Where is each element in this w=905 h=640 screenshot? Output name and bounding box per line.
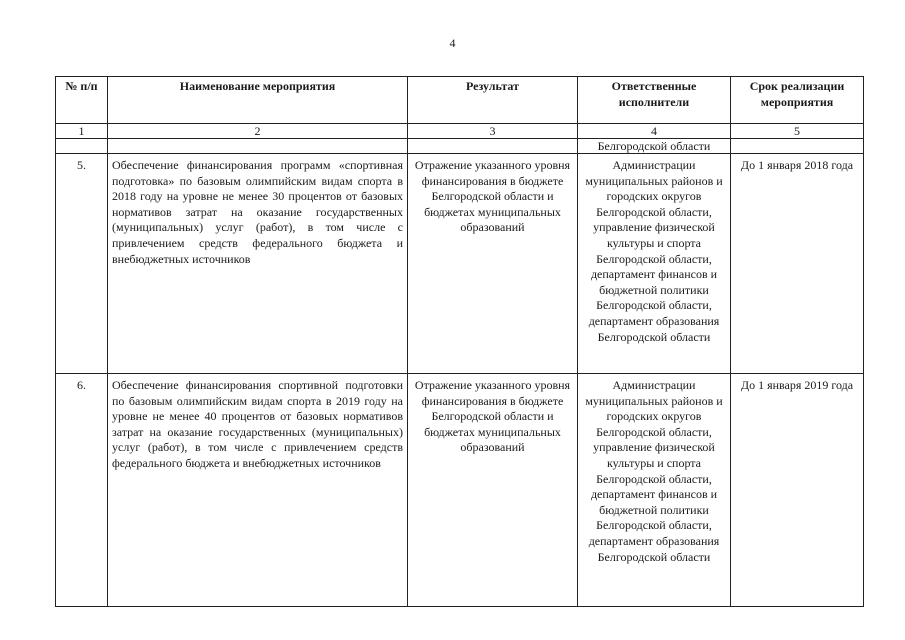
header-deadline: Срок реализации мероприятия [731, 77, 864, 124]
table-row [56, 374, 864, 607]
continuation-cell [56, 139, 108, 154]
row-number: 6. [56, 374, 108, 607]
event-deadline: До 1 января 2018 года [731, 154, 864, 374]
continuation-row [56, 139, 864, 154]
event-executors: Администрации муниципальных районов и городских округов Белгородской области, управление физической культуры и спорта Белгородской области, департамент финансов и бюджетной политики Белгородской области, департамент образования Белгородской области [578, 154, 731, 374]
header-executors: Ответственные исполнители [578, 77, 731, 124]
event-result: Отражение указанного уровня финансирования в бюджете Белгородской области и бюджетах муниципальных образований [408, 154, 578, 374]
continuation-cell [108, 139, 408, 154]
row-number: 5. [56, 154, 108, 374]
column-number: 1 [56, 124, 108, 139]
event-name: Обеспечение финансирования программ «спортивная подготовка» по базовым олимпийским видам спорта в 2018 году на уровне не менее 30 процентов от базовых нормативов затрат на оказание государственных (муниципальных) услуг (работ), в том числе с привлечением средств федерального бюджета и внебюджетных источников [108, 154, 408, 374]
column-number: 5 [731, 124, 864, 139]
column-number: 3 [408, 124, 578, 139]
event-deadline: До 1 января 2019 года [731, 374, 864, 607]
event-executors: Администрации муниципальных районов и городских округов Белгородской области, управление физической культуры и спорта Белгородской области, департамент финансов и бюджетной политики Белгородской области, департамент образования Белгородской области [578, 374, 731, 607]
column-number: 2 [108, 124, 408, 139]
column-number-row [56, 124, 864, 139]
table-row [56, 154, 864, 374]
table-header-row [56, 77, 864, 124]
event-result: Отражение указанного уровня финансирования в бюджете Белгородской области и бюджетах муниципальных образований [408, 374, 578, 607]
continuation-executors: Белгородской области [578, 139, 731, 154]
header-number: № п/п [56, 77, 108, 124]
event-name: Обеспечение финансирования спортивной подготовки по базовым олимпийским видам спорта в 2019 году на уровне не менее 40 процентов от базовых нормативов затрат на оказание государственных (муниципальных) услуг (работ), в том числе с привлечением средств федерального бюджета и внебюджетных источников [108, 374, 408, 607]
header-name: Наименование мероприятия [108, 77, 408, 124]
page-number: 4 [449, 36, 456, 50]
header-result: Результат [408, 77, 578, 124]
events-table [55, 76, 864, 607]
continuation-cell [731, 139, 864, 154]
column-number: 4 [578, 124, 731, 139]
continuation-cell [408, 139, 578, 154]
